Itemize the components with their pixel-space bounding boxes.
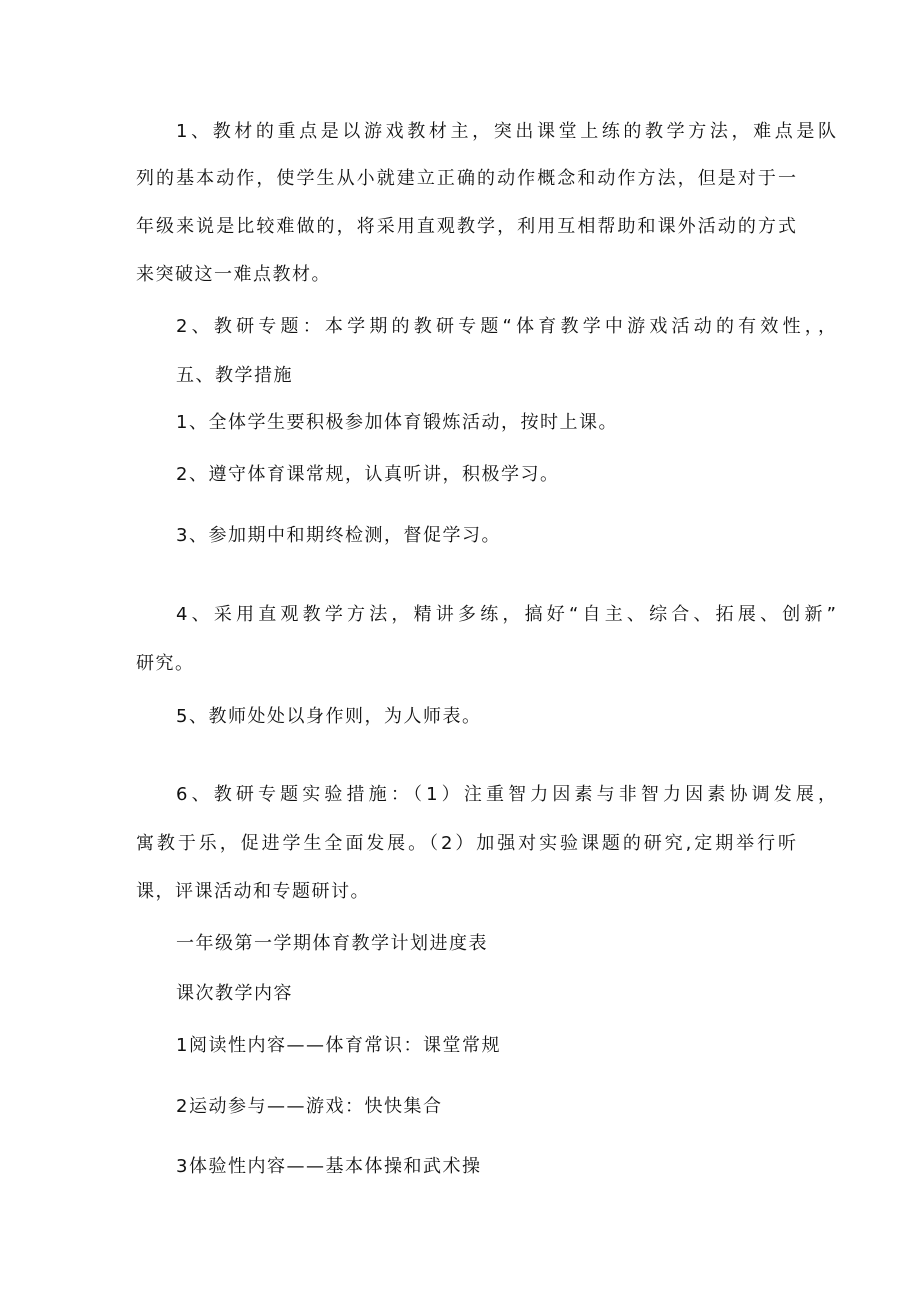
measure-6-line-1: 6、教研专题实验措施：（1）注重智力因素与非智力因素协调发展， (176, 784, 836, 805)
section-heading: 五、教学措施 (176, 365, 293, 386)
paragraph-2-line-1: 2、教研专题：本学期的教研专题“体育教学中游戏活动的有效性，， (176, 316, 836, 337)
measure-3: 3、参加期中和期终检测，督促学习。 (176, 525, 501, 546)
paragraph-1-line-2: 列的基本动作，使学生从小就建立正确的动作概念和动作方法，但是对于一 (136, 168, 796, 189)
paragraph-1-line-1: 1、教材的重点是以游戏教材主，突出课堂上练的教学方法，难点是队 (176, 121, 836, 142)
paragraph-1-line-3: 年级来说是比较难做的，将采用直观教学，利用互相帮助和课外活动的方式 (136, 216, 796, 237)
paragraph-1-line-4: 来突破这一难点教材。 (136, 264, 331, 285)
schedule-item-3: 3体验性内容——基本体操和武术操 (176, 1156, 482, 1177)
measure-2: 2、遵守体育课常规，认真听讲，积极学习。 (176, 464, 560, 485)
measure-6-line-2: 寓教于乐，促进学生全面发展。（2）加强对实验课题的研究,定期举行听 (136, 833, 796, 854)
measure-1: 1、全体学生要积极参加体育锻炼活动，按时上课。 (176, 412, 618, 433)
measure-6-line-3: 课，评课活动和专题研讨。 (136, 881, 370, 902)
schedule-title: 一年级第一学期体育教学计划进度表 (176, 933, 488, 954)
schedule-item-2: 2运动参与——游戏：快快集合 (176, 1096, 443, 1117)
schedule-header: 课次教学内容 (176, 983, 293, 1004)
schedule-item-1: 1阅读性内容——体育常识：课堂常规 (176, 1035, 501, 1056)
measure-4-line-1: 4、采用直观教学方法，精讲多练，搞好“自主、综合、拓展、创新” (176, 604, 836, 625)
measure-4-line-2: 研究。 (136, 653, 195, 674)
measure-5: 5、教师处处以身作则，为人师表。 (176, 706, 482, 727)
